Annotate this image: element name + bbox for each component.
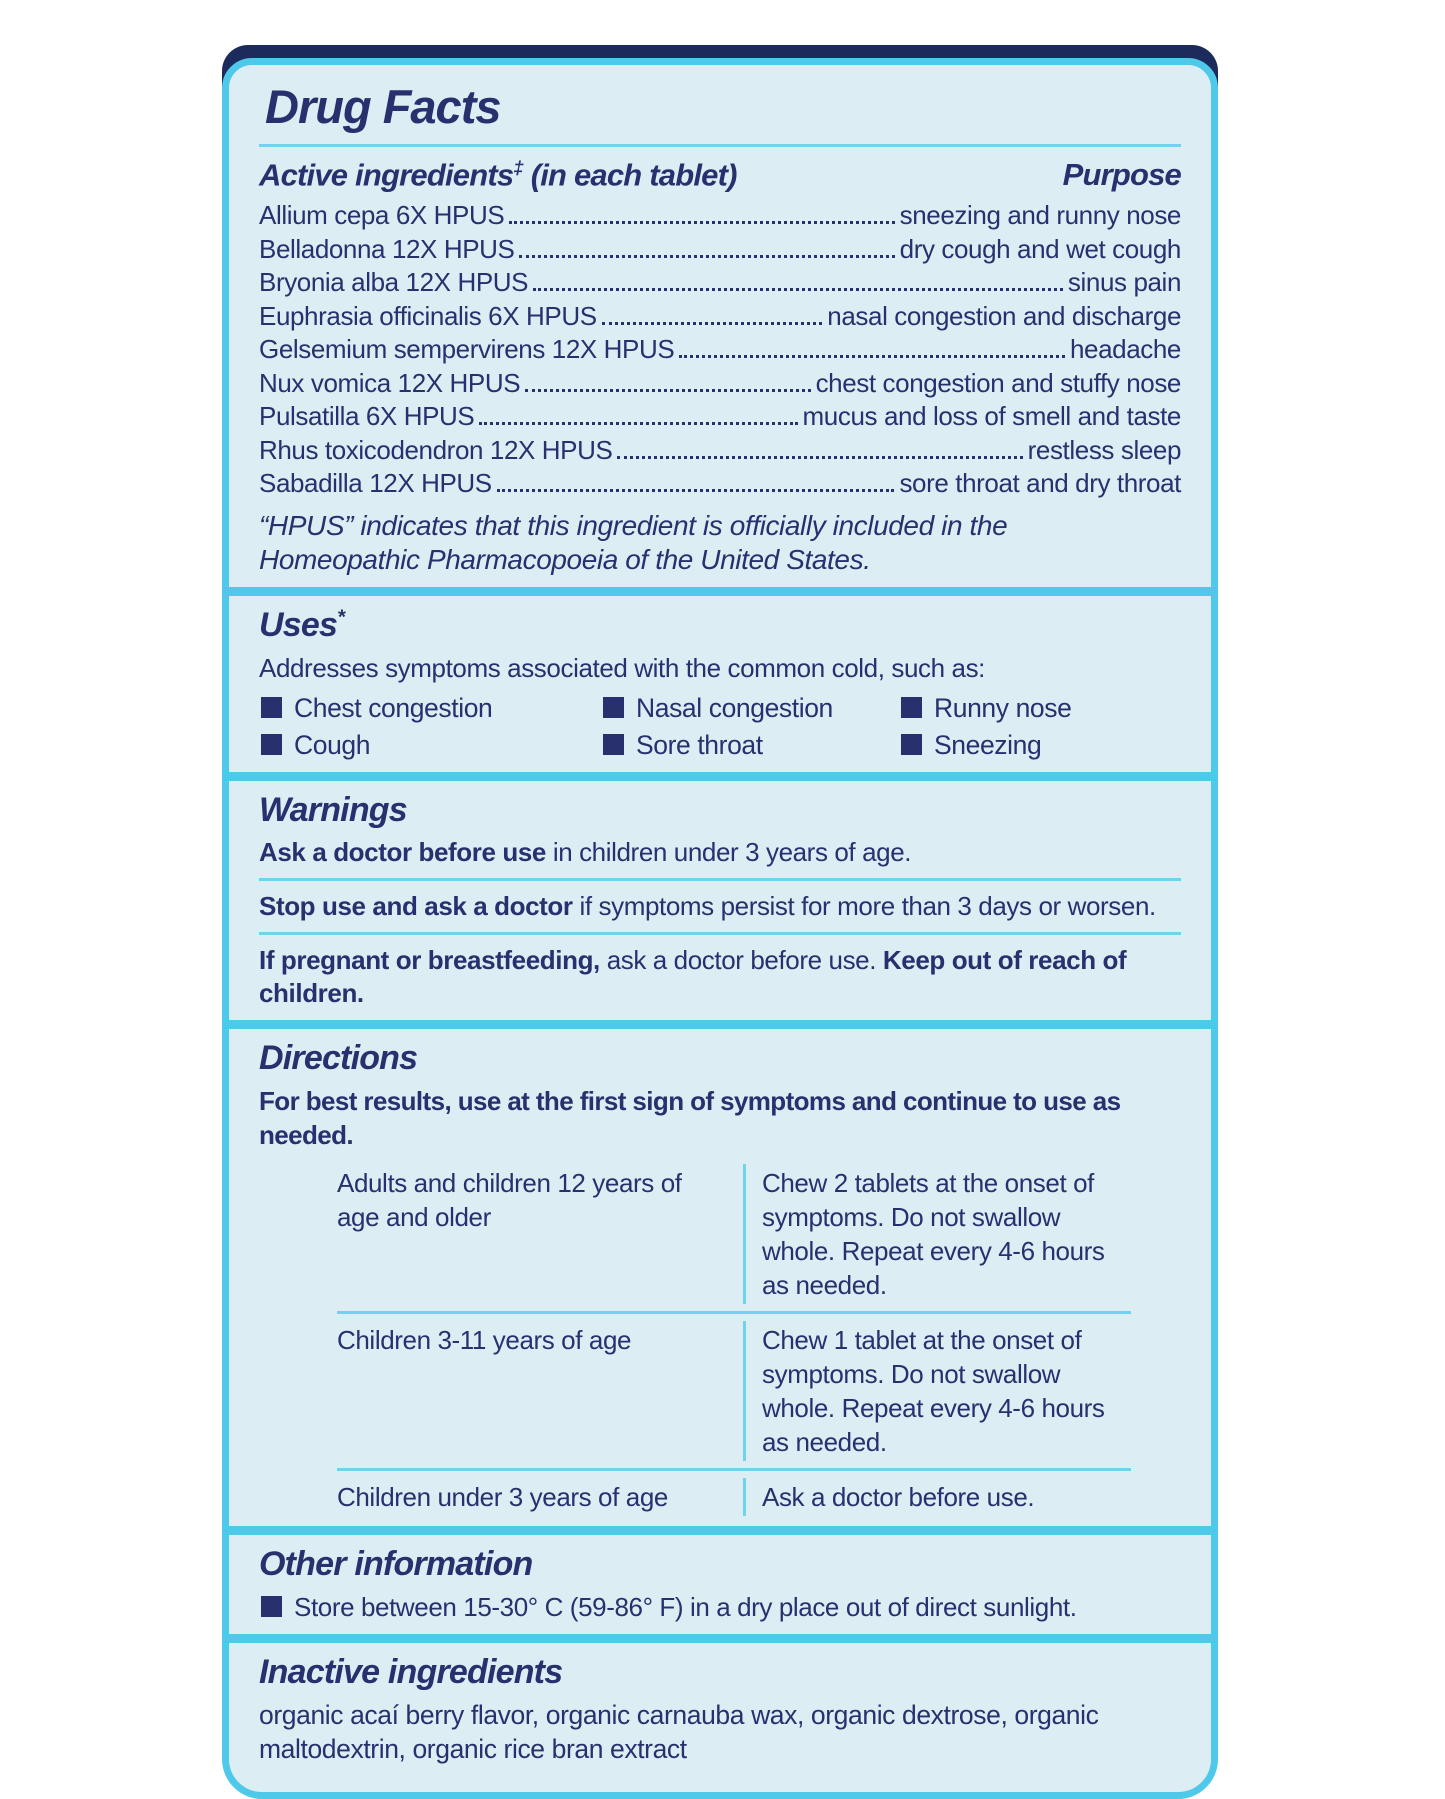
bullet-square-icon: [901, 697, 922, 718]
dosage-age-group: Children 3-11 years of age: [337, 1324, 632, 1355]
dot-leader: [525, 389, 810, 392]
other-information-heading: Other information: [259, 1544, 533, 1583]
bullet-square-icon: [261, 1596, 282, 1617]
dot-leader: [679, 355, 1065, 358]
bullet-square-icon: [603, 697, 624, 718]
dot-leader: [602, 322, 823, 325]
ingredient-row: Nux vomica 12X HPUS chest congestion and stuffy nose: [259, 367, 1181, 398]
inactive-ingredients-text: organic acaí berry flavor, organic carnauba wax, organic dextrose, organic maltodextrin, organic rice bran extract: [259, 1699, 1099, 1764]
warning-item: Ask a doctor before use in children under 3 years of age.: [259, 836, 912, 867]
dot-leader: [509, 221, 894, 224]
title-divider: [259, 144, 1181, 147]
inactive-ingredients-heading: Inactive ingredients: [259, 1652, 563, 1691]
section-divider: [229, 1020, 1211, 1029]
active-ingredients-header: [259, 157, 1181, 193]
dosage-instruction: Chew 2 tablets at the onset of symptoms. Do not swallow whole. Repeat every 4-6 hours as needed.: [743, 1164, 1131, 1304]
use-item: Runny nose: [901, 691, 1181, 725]
ingredient-row: Pulsatilla 6X HPUS mucus and loss of smell and taste: [259, 401, 1181, 432]
ingredient-row: Sabadilla 12X HPUS sore throat and dry throat: [259, 468, 1181, 499]
ingredient-row: Gelsemium sempervirens 12X HPUS headache: [259, 334, 1181, 365]
dosage-instruction: Ask a doctor before use.: [743, 1478, 1131, 1516]
bullet-square-icon: [603, 734, 624, 755]
use-item: Sore throat: [603, 728, 901, 762]
dosage-row: [337, 1321, 1131, 1461]
dosage-age-group: Adults and children 12 years of age and older: [337, 1167, 682, 1232]
storage-note: Store between 15-30° C (59-86° F) in a dry place out of direct sunlight.: [261, 1590, 1181, 1624]
dagger-mark: ‡: [513, 157, 523, 178]
dosage-table: [337, 1164, 1131, 1516]
active-ingredients-list: [259, 199, 1181, 501]
dot-leader: [617, 456, 1022, 459]
warning-item: If pregnant or breastfeeding, ask a doctor before use. Keep out of reach of children.: [259, 944, 1127, 1008]
uses-bullet-grid: [261, 691, 1181, 762]
warning-divider: [259, 932, 1181, 935]
dosage-instruction: Chew 1 tablet at the onset of symptoms. Do not swallow whole. Repeat every 4-6 hours as needed.: [743, 1321, 1131, 1461]
uses-heading: Uses*: [259, 605, 345, 644]
section-divider: [229, 1526, 1211, 1535]
section-divider: [229, 1634, 1211, 1643]
active-ingredients-heading: Active ingredients‡ (in each tablet): [259, 157, 737, 193]
ingredient-row: Euphrasia officinalis 6X HPUS nasal congestion and discharge: [259, 300, 1181, 331]
bullet-square-icon: [261, 734, 282, 755]
drug-facts-card: [222, 58, 1218, 1799]
ingredient-row: Bryonia alba 12X HPUS sinus pain: [259, 267, 1181, 298]
purpose-heading: Purpose: [1062, 157, 1181, 193]
uses-intro: Addresses symptoms associated with the common cold, such as:: [259, 652, 985, 683]
dosage-row: [337, 1164, 1131, 1304]
dot-leader: [479, 422, 797, 425]
section-divider: [229, 772, 1211, 781]
use-item: Cough: [261, 728, 603, 762]
dot-leader: [497, 489, 895, 492]
warning-divider: [259, 878, 1181, 881]
dosage-age-group: Children under 3 years of age: [337, 1481, 668, 1512]
use-item: Nasal congestion: [603, 691, 901, 725]
warning-item: Stop use and ask a doctor if symptoms persist for more than 3 days or worsen.: [259, 890, 1156, 921]
warnings-heading: Warnings: [259, 790, 407, 829]
directions-heading: Directions: [259, 1038, 418, 1077]
dot-leader: [533, 288, 1063, 291]
dot-leader: [519, 255, 894, 258]
drug-facts-panel: [222, 45, 1218, 1799]
asterisk-mark: *: [337, 606, 345, 629]
use-item: Chest congestion: [261, 691, 603, 725]
drug-facts-title: Drug Facts: [265, 80, 501, 133]
ingredient-row: Belladonna 12X HPUS dry cough and wet cough: [259, 233, 1181, 264]
hpus-note: “HPUS” indicates that this ingredient is officially included in the Homeopathic Pharmacopoeia of the United States.: [259, 509, 1008, 575]
dosage-row-divider: [337, 1468, 1131, 1471]
dosage-row: [337, 1478, 1131, 1516]
dosage-row-divider: [337, 1311, 1131, 1314]
directions-intro: For best results, use at the first sign of symptoms and continue to use as needed.: [259, 1085, 1121, 1150]
ingredient-row: Rhus toxicodendron 12X HPUS restless sleep: [259, 434, 1181, 465]
bullet-square-icon: [901, 734, 922, 755]
ingredient-row: Allium cepa 6X HPUS sneezing and runny nose: [259, 200, 1181, 231]
bullet-square-icon: [261, 697, 282, 718]
use-item: Sneezing: [901, 728, 1181, 762]
section-divider: [229, 587, 1211, 596]
